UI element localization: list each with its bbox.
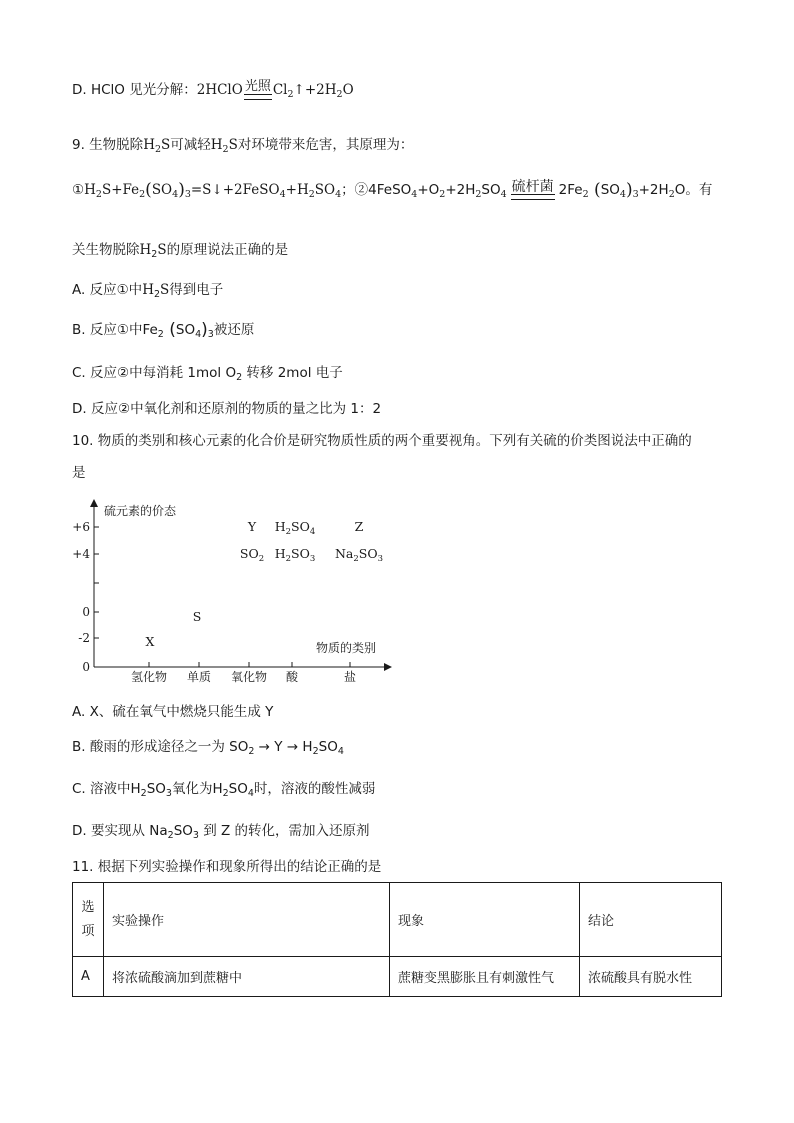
header-operation: 实验操作 [104,883,390,957]
eq2-feso4-sub: 4 [411,189,418,200]
data-point-label: $SO_2$ [239,546,265,564]
eq1-h2so4-sub2: 4 [335,189,342,200]
y-tick-label: 0 [82,660,90,674]
q9-line3-s: S [157,242,167,258]
q10-optd-post: 到 Z 的转化，需加入还原剂 [198,823,370,839]
header-option-line2: 项 [81,923,95,939]
q10-optc-pre: C. 溶液中 [72,781,131,797]
q10-optb-sub1: 2 [248,746,255,757]
eq1-feso4-sub: 4 [279,189,286,200]
eq1-equals-s: =S [190,182,212,198]
q10-optc-h: H [130,781,141,797]
eq2-feso4: 4FeSO [368,182,412,198]
row-conclusion: 浓硫酸具有脱水性 [580,957,722,997]
eq1-so4-sub: 4 [172,189,179,200]
q9-stem [72,135,413,160]
q8-option-d [72,80,354,105]
q8d-condition-equals [243,80,273,105]
eq1-fe: +Fe [111,182,140,198]
x-category-label: 氢化物 [130,670,168,684]
q9-stem-part1: 生物脱除 [84,137,144,153]
circle-one-icon: ① [72,182,85,198]
x-category-label: 氧化物 [230,670,268,684]
q9-option-b[interactable] [72,320,254,345]
q9-line3-h-sub: 2 [151,249,158,260]
q10-optc-so3: SO [146,781,166,797]
data-point-label: Z [354,519,364,534]
data-point-label: $Na_2SO_3$ [334,546,384,564]
q9-optb-post: 被还原 [213,322,255,338]
q10-optc-h2: H [212,781,223,797]
q9-number: 9. [72,137,85,153]
q9-opta-h-sub: 2 [153,289,161,300]
row-operation: 将浓硫酸滴加到蔗糖中 [104,957,390,997]
q10-optd-pre: D. 要实现从 Na [72,823,168,839]
eq2-condition-equals [510,180,556,205]
q8d-h2o-post: O [342,82,354,98]
q10-stem-line2: 是 [72,465,86,481]
q10-optb-mid: → Y → H [254,739,313,755]
eq2-h2so4: +2H [445,182,476,198]
eq1-h: H [84,182,96,198]
q10-optb-sub2: 2 [312,746,319,757]
q10-optb-pre: B. 酸雨的形成途径之一为 SO [72,739,249,755]
q10-optc-sub1: 2 [140,788,147,799]
eq1-h2so4-sub: 2 [308,189,315,200]
q8d-h2o-sub: 2 [336,89,343,100]
header-conclusion: 结论 [580,883,722,957]
data-point-label: $H_2SO_3$ [274,546,316,564]
q9-opta-h: H [142,282,154,298]
q11-stem: 11. 根据下列实验操作和现象所得出的结论正确的是 [72,859,382,875]
eq2-o2: +O [417,182,440,198]
q9-optc-post: 转移 2mol 电子 [242,365,343,381]
q9-opta-pre: A. 反应①中 [72,282,143,298]
q9-optb-paren-open: ( [163,320,176,340]
q8d-cl-sub: 2 [287,89,294,100]
q10-option-c[interactable] [72,779,375,804]
eq1-feso4: +2FeSO [222,182,280,198]
eq1-h-sub: 2 [95,189,102,200]
eq-separator: ； [341,182,355,198]
q10-optc-sub2: 3 [165,788,172,799]
data-point-label: Y [247,519,257,534]
header-phenomenon: 现象 [390,883,580,957]
q10-optd-so3: SO [173,823,193,839]
q9-optc-pre: C. 反应②中每消耗 1mol O [72,365,237,381]
q9-optb-so4-sub: 4 [195,329,202,340]
q11-table [72,882,722,997]
eq2-condition: 硫杆菌 [511,179,554,195]
eq2-h2o-sub: 2 [668,189,675,200]
q8d-condition: 光照 [244,79,271,94]
q9-optb-fe-sub: 2 [157,329,164,340]
y-ticks [72,520,99,674]
data-point-label: S [192,609,202,624]
eq2-h2so4-mid: SO [481,182,501,198]
eq1-fe-sub: 2 [139,189,146,200]
q10-option-a[interactable]: A. X、硫在氧气中燃烧只能生成 Y [72,704,274,720]
eq2-h2o: +2H [638,182,669,198]
eq1-h2so4: +H [285,182,309,198]
q9-optb-fe: Fe [142,322,158,338]
eq2-h2so4-sub2: 4 [500,189,507,200]
precipitate-arrow-icon: ↓ [211,182,223,198]
q10-optc-sub4: 4 [247,788,254,799]
eq1-h2so4-mid: SO [314,182,336,198]
q9-line3-b: 的原理说法正确的是 [166,242,289,258]
q9-option-d[interactable]: D. 反应②中氧化剂和还原剂的物质的量之比为 1：2 [72,401,382,417]
q9-opta-s: S [160,282,170,298]
eq1-paren-close: ) [178,180,185,200]
eq1-paren-sub: 3 [184,189,191,200]
q9-h2s-a-sub: 2 [154,144,162,155]
q9-stem-line3 [72,240,288,265]
row-phenomenon: 蔗糖变黑膨胀且有刺激性气 [390,957,580,997]
eq1-paren-open: ( [145,180,152,200]
circle-two-icon: ② [354,182,369,198]
q9-stem-part2: 可减轻 [170,137,211,153]
eq2-paren-sub: 3 [632,189,639,200]
x-category-label: 酸 [285,670,299,684]
q9-line3-a: 关生物脱除 [72,242,140,258]
q10-optd-sub1: 2 [167,830,174,841]
gas-arrow-icon: ↑ [293,82,305,98]
q9-equations [72,180,712,205]
eq1-so4: SO [151,182,173,198]
y-axis-label: 硫元素的价态 [104,504,177,518]
q9-line3-h: H [139,242,152,258]
q9-stem-part3: 对环境带来危害，其原理为： [237,137,414,153]
q9-h2s-a-s: S [161,137,171,153]
row-option: A [73,957,104,997]
q9-h2s-b-sub: 2 [222,144,229,155]
q9-h2s-b: H [210,137,223,153]
q9-opta-post: 得到电子 [169,282,224,298]
q8d-cl: Cl [272,82,288,98]
q10-optc-mid: 氧化为 [171,781,213,797]
y-tick-label: +6 [72,520,90,534]
table-header-row [73,883,722,957]
eq2-paren-open: ( [588,180,601,200]
q9-optb-paren-close: ) [201,320,208,340]
data-point-label: $H_2SO_4$ [274,519,316,537]
q10-optc-so4: SO [228,781,248,797]
y-tick-label: 0 [82,605,90,619]
q10-option-b[interactable] [72,737,344,762]
table-row [73,957,722,997]
eq2-tail: O。有 [674,182,713,198]
data-points [146,519,383,649]
eq1-s: S [101,182,112,198]
eq2-fe-sub: 2 [582,189,589,200]
q8d-h2o-pre: +2H [304,82,337,98]
q10-optb-so: SO [318,739,338,755]
x-categories [131,662,356,684]
header-option [73,883,104,957]
q8d-prefix: D. HClO 见光分解： [72,82,197,98]
eq2-paren-close: ) [625,180,633,200]
q9-optb-pre: B. 反应①中 [72,322,143,338]
q10-stem-line1: 10. 物质的类别和核心元素的化合价是研究物质性质的两个重要视角。下列有关硫的价类图说法中正确的 [72,433,692,449]
q9-optb-paren-sub: 3 [207,329,214,340]
data-point-label: X [145,634,155,649]
q9-option-c[interactable] [72,363,343,388]
valence-category-chart [72,497,402,687]
eq2-fe: 2Fe [558,182,583,198]
q9-h2s-a: H [143,137,155,153]
x-axis-label: 物质的类别 [316,641,377,655]
eq2-o2-sub: 2 [439,189,446,200]
eq2-so4: SO [600,182,620,198]
q10-optc-post: 时，溶液的酸性减弱 [253,781,376,797]
q9-optb-so4: SO [175,322,196,338]
q10-optb-sub3: 4 [337,746,344,757]
q8d-reactant: 2HClO [196,82,243,98]
eq2-h2so4-sub: 2 [475,189,482,200]
q10-optd-sub2: 3 [192,830,199,841]
header-option-line1: 选 [81,899,95,915]
q9-h2s-b-s: S [228,137,238,153]
q9-option-a[interactable] [72,280,223,305]
eq2-so4-sub: 4 [619,189,626,200]
q10-option-d[interactable] [72,821,370,846]
y-tick-label: +4 [72,547,90,561]
y-tick-label: -2 [78,631,90,645]
x-category-label: 单质 [186,670,212,684]
x-category-label: 盐 [343,670,357,684]
q10-optc-sub3: 2 [222,788,229,799]
q9-optc-sub: 2 [236,372,243,383]
